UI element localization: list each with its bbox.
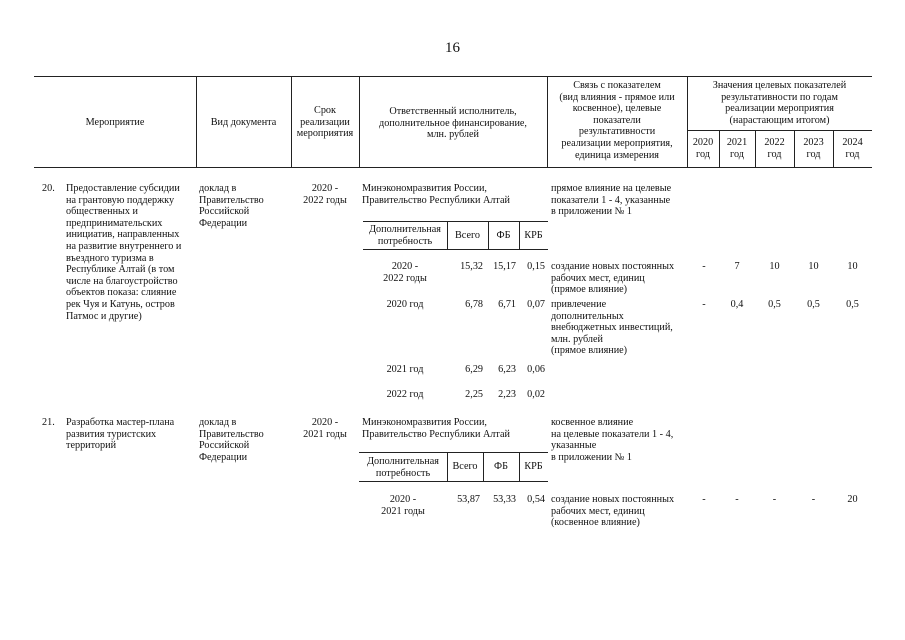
row-doc-line: Федерации (199, 217, 248, 229)
row-event-line: Предоставление субсидии (66, 183, 180, 194)
row-link-line: показатели 1 - 4, указанные (551, 194, 671, 206)
row-exec (362, 183, 510, 206)
fin-need-line: Дополнительная (367, 456, 439, 467)
fin-total-header: Всего (455, 230, 480, 241)
fin-need-line: потребность (377, 235, 433, 247)
header-term-line: реализации (300, 116, 350, 128)
row-term-line: 2021 годы (303, 428, 347, 440)
indicator-line: внебюджетных инвестиций, (551, 322, 673, 334)
fin-period-line: 2021 годы (381, 505, 425, 517)
fin-subtable-rule (363, 249, 548, 250)
row-doc-line: Правительство (199, 428, 264, 440)
indicator-line: рабочих мест, единиц (551, 272, 645, 284)
year-label: 2020 (692, 137, 714, 148)
fin-period: 2020 год (386, 299, 424, 310)
fin-krb: 0,06 (527, 364, 545, 375)
fin-fb: 6,23 (498, 364, 516, 375)
header-link-line: (вид влияния - прямое или (559, 91, 675, 103)
year-label: 2024 (842, 137, 863, 148)
fin-krb-header: КРБ (524, 230, 543, 241)
row-term-line: 2020 - (311, 183, 339, 194)
row-link-main (551, 417, 673, 463)
row-event-line: инициатив, направленных (66, 229, 180, 241)
row-doc-line: Федерации (199, 451, 248, 463)
row-event-line: развития туристских (66, 428, 157, 440)
indicator-text (551, 261, 674, 296)
header-link-line: показатели (593, 114, 641, 126)
row-doc-line: Российской (199, 206, 250, 218)
row-exec-line: Минэкономразвития России, (362, 183, 487, 194)
fin-total: 6,29 (465, 364, 483, 375)
indicator-value: - (735, 494, 739, 505)
row-link-line: в приложении № 1 (551, 451, 632, 463)
page-number: 16 (445, 40, 460, 56)
row-doc-line: Правительство (199, 194, 264, 206)
row-number: 21. (42, 417, 55, 428)
indicator-value: - (702, 299, 706, 310)
row-event-line: на развитие внутреннего и (66, 240, 182, 252)
fin-period (363, 261, 447, 284)
indicator-value: - (702, 261, 706, 272)
row-event (66, 183, 181, 322)
row-term (291, 417, 359, 440)
fin-krb: 0,54 (527, 494, 545, 505)
fin-krb: 0,02 (527, 389, 545, 400)
row-exec-line: Правительство Республики Алтай (362, 428, 510, 440)
year-header (755, 137, 794, 160)
fin-total: 2,25 (465, 389, 483, 400)
indicator-value: - (772, 494, 777, 505)
header-values-line: (нарастающим итогом) (729, 114, 830, 126)
row-event-line: рек Чуя и Катунь, остров (66, 298, 175, 310)
indicator-value: 0,5 (768, 299, 781, 310)
row-number: 20. (42, 183, 55, 194)
indicator-value: 20 (847, 494, 858, 505)
row-event-line: территорий (66, 440, 117, 452)
header-top-rule (34, 76, 872, 77)
fin-krb: 0,07 (527, 299, 545, 310)
row-link-line: в приложении № 1 (551, 206, 632, 218)
header-term (291, 105, 359, 140)
row-event-line: числе на благоустройство (66, 275, 178, 287)
indicator-value: 10 (769, 261, 780, 272)
header-exec-line: дополнительное финансирование, (379, 117, 527, 129)
indicator-line: создание новых постоянных (551, 494, 675, 505)
row-doc (199, 183, 264, 229)
row-exec-line: Минэкономразвития России, (362, 417, 487, 428)
indicator-value: 10 (808, 261, 819, 272)
fin-subtable-rule (359, 481, 548, 482)
indicator-value: - (702, 494, 706, 505)
row-event (66, 417, 174, 452)
fin-need-line: Дополнительная (369, 224, 441, 235)
row-link-line: прямое влияние на целевые (551, 183, 672, 194)
row-link-line: указанные (551, 440, 597, 452)
row-event-line: Патмос и другие) (66, 310, 142, 322)
header-exec-line: Ответственный исполнитель, (389, 106, 517, 117)
year-label: 2023 (803, 137, 824, 148)
row-event-line: предпринимательских (66, 217, 163, 229)
header-link-line: реализации мероприятия, (561, 137, 673, 149)
row-doc-line: доклад в (199, 183, 237, 194)
row-event-line: на грантовую поддержку (66, 194, 175, 206)
header-link (547, 80, 687, 161)
row-term-line: 2022 годы (303, 194, 347, 206)
year-word: год (696, 148, 710, 160)
indicator-line: дополнительных (551, 310, 624, 322)
header-values-line: Значения целевых показателей (712, 80, 847, 91)
header-link-line: единица измерения (575, 149, 659, 161)
fin-krb: 0,15 (527, 261, 545, 272)
fin-total: 6,78 (465, 299, 483, 310)
row-link-line: косвенное влияние (551, 417, 634, 428)
fin-total: 53,87 (457, 494, 480, 505)
indicator-line: привлечение (551, 299, 607, 310)
indicator-value: 0,5 (846, 299, 859, 310)
row-exec-line: Правительство Республики Алтай (362, 194, 510, 206)
fin-fb-header: ФБ (494, 461, 508, 472)
row-link-main (551, 183, 671, 218)
indicator-text (551, 299, 673, 357)
fin-fb: 53,33 (493, 494, 516, 505)
fin-fb-header: ФБ (496, 230, 511, 241)
header-term-line: Срок (314, 105, 336, 116)
header-values (687, 80, 872, 126)
year-word: год (806, 148, 821, 160)
row-term-line: 2020 - (311, 417, 339, 428)
header-bottom-rule (34, 167, 872, 168)
fin-need-header (359, 456, 447, 479)
indicator-value: 0,5 (807, 299, 820, 310)
years-separator-rule (687, 130, 872, 131)
indicator-value: 10 (847, 261, 858, 272)
indicator-line: (прямое влияние) (551, 345, 628, 357)
indicator-line: (прямое влияние) (551, 284, 628, 296)
year-header (719, 137, 755, 160)
row-event-line: въездного туризма в (66, 252, 154, 264)
indicator-value: - (811, 494, 816, 505)
year-header (794, 137, 833, 160)
row-event-line: Республике Алтай (в том (66, 264, 175, 276)
row-doc-line: Российской (199, 440, 250, 452)
row-event-line: Разработка мастер-плана (66, 417, 175, 428)
indicator-value: 0,4 (730, 299, 744, 310)
fin-period-line: 2020 - (389, 494, 417, 505)
header-event: Мероприятие (85, 117, 145, 128)
fin-period: 2021 год (386, 364, 424, 375)
fin-period: 2022 год (386, 389, 424, 400)
year-label: 2021 (726, 137, 748, 148)
fin-fb: 2,23 (498, 389, 516, 400)
header-exec (359, 106, 547, 141)
indicator-value: 7 (734, 261, 740, 272)
fin-subtable-rule (363, 221, 548, 222)
fin-total: 15,32 (460, 261, 483, 272)
row-exec (362, 417, 510, 440)
header-exec-line: млн. рублей (427, 129, 479, 141)
indicator-text (551, 494, 674, 529)
year-word: год (845, 148, 860, 160)
indicator-line: создание новых постоянных (551, 261, 675, 272)
fin-total-header: Всего (452, 461, 478, 472)
header-link-line: результативности (578, 126, 656, 138)
fin-period-line: 2022 годы (383, 272, 427, 284)
fin-fb: 15,17 (493, 261, 516, 272)
row-term (291, 183, 359, 206)
row-event-line: общественных и (66, 206, 138, 218)
header-values-line: результативности по годам (721, 91, 838, 103)
indicator-line: млн. рублей (551, 333, 603, 345)
header-doc: Вид документа (210, 117, 277, 128)
fin-need-line: потребность (375, 467, 431, 479)
row-doc (199, 417, 264, 463)
row-link-line: на целевые показатели 1 - 4, (551, 428, 674, 440)
fin-period-line: 2020 - (391, 261, 419, 272)
header-term-line: мероприятия (296, 128, 354, 140)
row-event-line: объектов показа: слияние (66, 287, 177, 299)
year-word: год (767, 148, 782, 160)
year-label: 2022 (764, 137, 785, 148)
fin-krb-header: КРБ (524, 461, 543, 472)
header-link-line: косвенное), целевые (572, 103, 662, 115)
fin-fb: 6,71 (498, 299, 516, 310)
year-header (833, 137, 872, 160)
year-header (687, 137, 719, 160)
indicator-line: (косвенное влияние) (551, 517, 640, 529)
year-word: год (730, 148, 744, 160)
indicator-line: рабочих мест, единиц (551, 505, 645, 517)
row-doc-line: доклад в (199, 417, 237, 428)
fin-need-header (363, 224, 447, 247)
header-link-line: Связь с показателем (573, 80, 661, 91)
fin-period (359, 494, 447, 517)
header-values-line: реализации мероприятия (725, 103, 834, 115)
